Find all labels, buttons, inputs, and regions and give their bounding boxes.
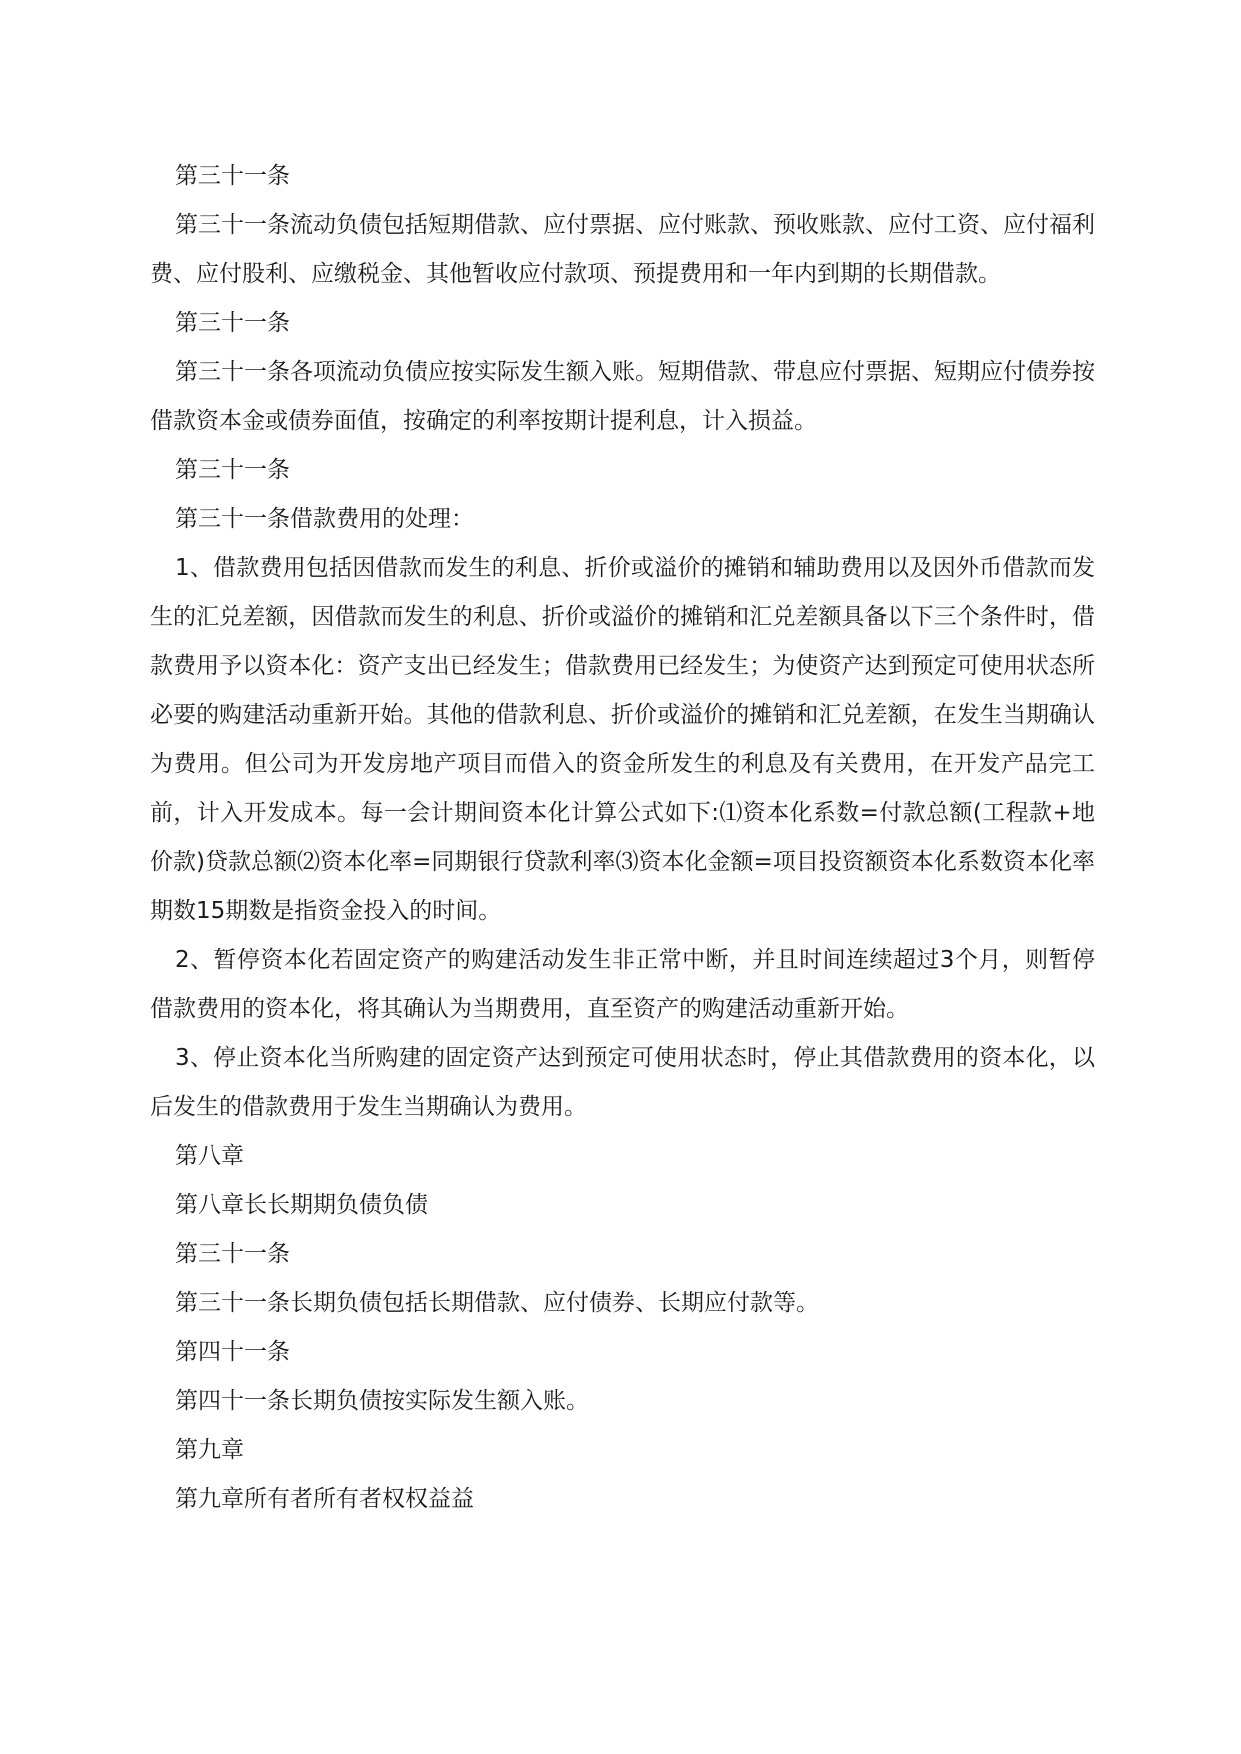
chapter-title: 第九章所有者所有者权权益益 xyxy=(175,1486,474,1512)
article-text-long-term-liabilities: 第三十一条长期负债包括长期借款、应付债券、长期应付款等。 xyxy=(175,1290,819,1316)
article-text-current-liabilities: 第三十一条流动负债包括短期借款、应付票据、应付账款、预收账款、应付工资、应付福利费、应付股利、应缴税金、其他暂收应付款项、预提费用和一年内到期的长期借款。 xyxy=(150,212,1095,287)
chapter-title: 第八章长长期期负债负债 xyxy=(175,1192,428,1218)
article-heading: 第三十一条 xyxy=(175,1241,290,1267)
list-item-capitalization: 1、借款费用包括因借款而发生的利息、折价或溢价的摊销和辅助费用以及因外币借款而发生的汇兑差额，因借款而发生的利息、折价或溢价的摊销和汇兑差额具备以下三个条件时，借款费用予以资本化：资产支出已经发生；借款费用已经发生；为使资产达到预定可使用状态所必要的购建活动重新开始。其他的借款利息、折价或溢价的摊销和汇兑差额，在发生当期确认为费用。但公司为开发房地产项目而借入的资金所发生的利息及有关费用，在开发产品完工前，计入开发成本。每一会计期间资本化计算公式如下:⑴资本化系数=付款总额(工程款+地价款)贷款总额⑵资本化率=同期银行贷款利率⑶资本化金额=项目投资额资本化系数资本化率期数15期数是指资金投入的时间。 xyxy=(150,555,1095,924)
article-text-long-term-recording: 第四十一条长期负债按实际发生额入账。 xyxy=(175,1388,589,1414)
chapter-heading: 第八章 xyxy=(175,1143,244,1169)
article-text-liability-recording: 第三十一条各项流动负债应按实际发生额入账。短期借款、带息应付票据、短期应付债券按借款资本金或债券面值，按确定的利率按期计提利息，计入损益。 xyxy=(150,359,1095,434)
article-text-borrowing-costs: 第三十一条借款费用的处理： xyxy=(175,506,474,532)
document-body xyxy=(150,152,1095,1524)
list-item-stop-capitalization: 3、停止资本化当所购建的固定资产达到预定可使用状态时，停止其借款费用的资本化，以后发生的借款费用于发生当期确认为费用。 xyxy=(150,1045,1095,1120)
list-item-suspend-capitalization: 2、暂停资本化若固定资产的购建活动发生非正常中断，并且时间连续超过3个月，则暂停借款费用的资本化，将其确认为当期费用，直至资产的购建活动重新开始。 xyxy=(150,947,1095,1022)
article-heading: 第三十一条 xyxy=(175,163,290,189)
article-heading: 第三十一条 xyxy=(175,457,290,483)
article-heading: 第四十一条 xyxy=(175,1339,290,1365)
chapter-heading: 第九章 xyxy=(175,1437,244,1463)
article-heading: 第三十一条 xyxy=(175,310,290,336)
